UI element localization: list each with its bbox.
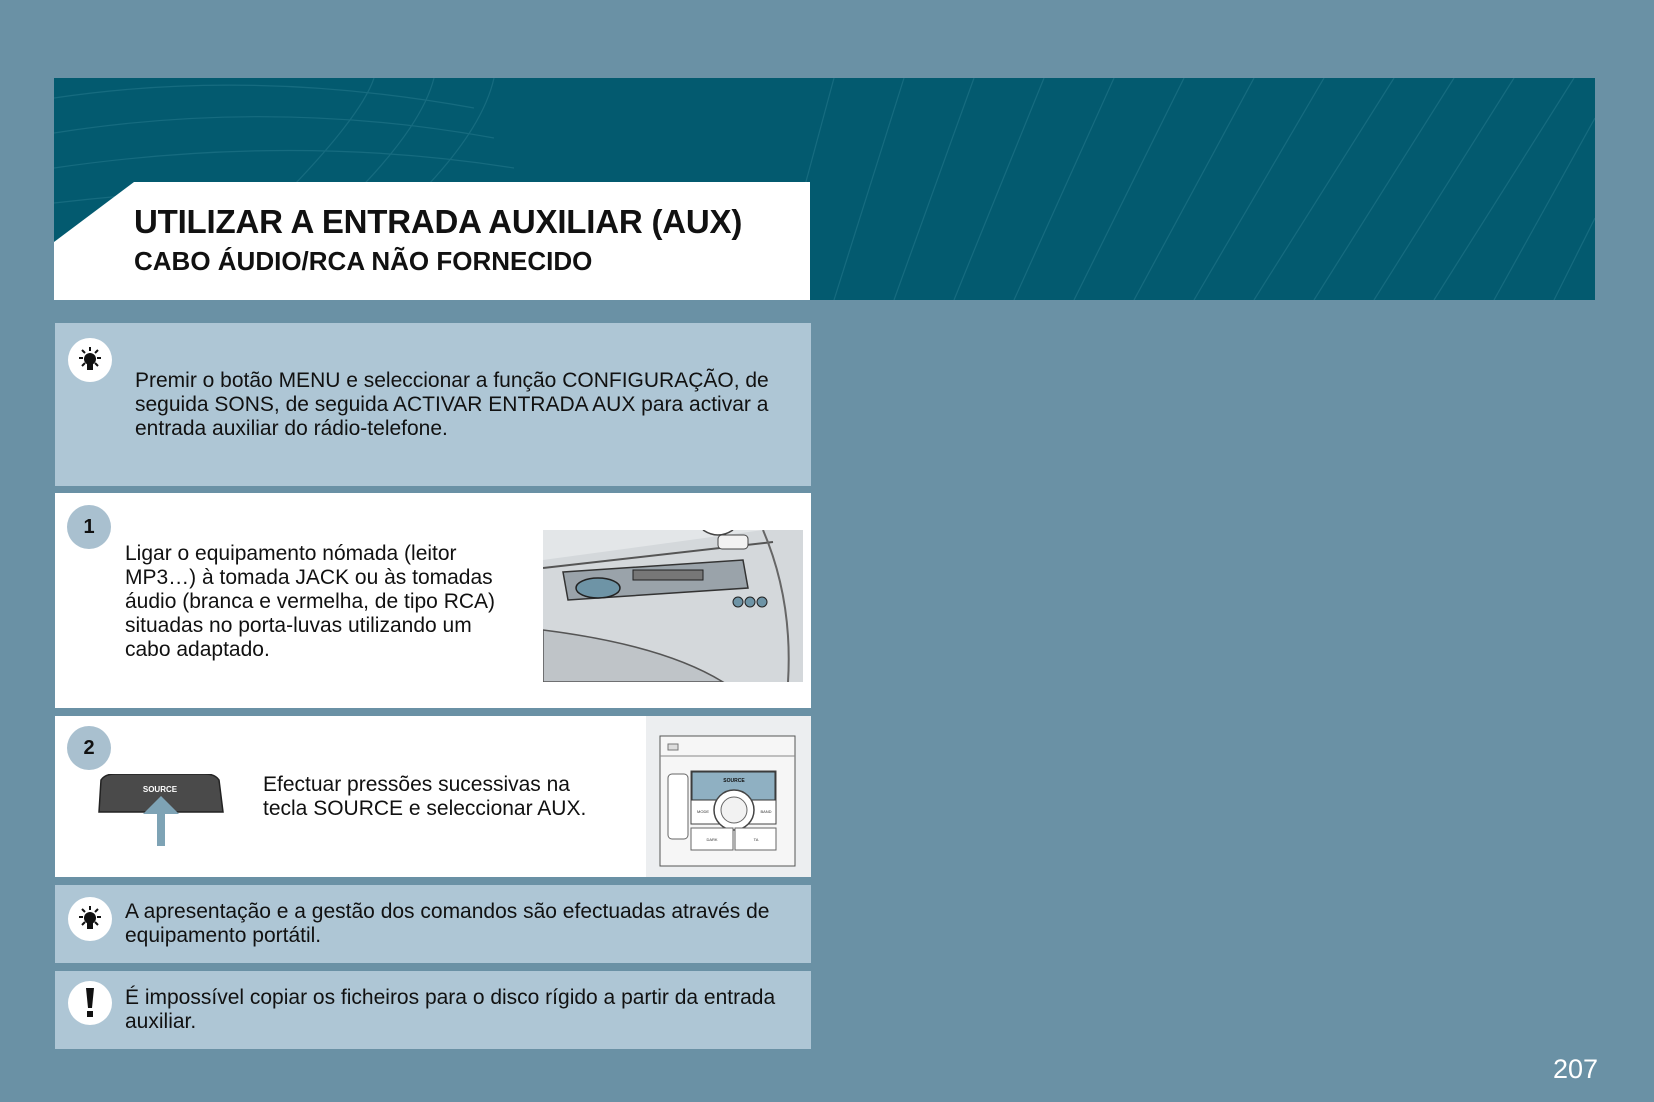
step-2-panel xyxy=(55,716,811,877)
radio-source-label: SOURCE xyxy=(723,778,745,784)
step-1-panel xyxy=(55,493,811,708)
warning-panel xyxy=(55,971,811,1049)
radio-ta-label: TA xyxy=(753,837,759,842)
page-title: UTILIZAR A ENTRADA AUXILIAR (AUX) xyxy=(134,203,743,240)
radio-panel-illustration xyxy=(646,716,811,877)
radio-dark-label: DARK xyxy=(706,837,718,842)
step-2-text: Efectuar pressões sucessivas na tecla SOURCE e seleccionar AUX. xyxy=(263,773,587,820)
step-number-badge: 1 xyxy=(67,505,111,549)
step-number-badge: 2 xyxy=(67,726,111,770)
warning-text: É impossível copiar os ficheiros para o disco rígido a partir da entrada auxiliar. xyxy=(125,986,776,1033)
lightbulb-icon xyxy=(68,338,112,382)
lightbulb-icon xyxy=(68,897,112,941)
tip-panel-menu xyxy=(55,323,811,486)
step-1-text: Ligar o equipamento nómada (leitor MP3…) à tomada JACK ou às tomadas áudio (branca e vermelha, de tipo RCA) situadas no porta-luvas utilizando um cabo adaptado. xyxy=(125,542,496,661)
tip-menu-text: Premir o botão MENU e seleccionar a função CONFIGURAÇÃO, de seguida SONS, de seguida ACTIVAR ENTRADA AUX para activar a entrada auxiliar do rádio-telefone. xyxy=(135,369,769,440)
title-box xyxy=(54,182,810,300)
source-button-illustration xyxy=(95,774,225,846)
tip-portable-text: A apresentação e a gestão dos comandos são efectuadas através de equipamento portátil. xyxy=(125,900,770,947)
exclamation-icon xyxy=(68,981,112,1025)
radio-mode-label: MODE xyxy=(697,809,709,814)
tip-panel-portable xyxy=(55,885,811,963)
source-button-label: SOURCE xyxy=(142,785,178,794)
page-number: 207 xyxy=(1552,1054,1598,1084)
glovebox-jack-illustration xyxy=(543,530,803,682)
radio-band-label: BAND xyxy=(760,809,772,814)
page-subtitle: CABO ÁUDIO/RCA NÃO FORNECIDO xyxy=(134,246,593,276)
